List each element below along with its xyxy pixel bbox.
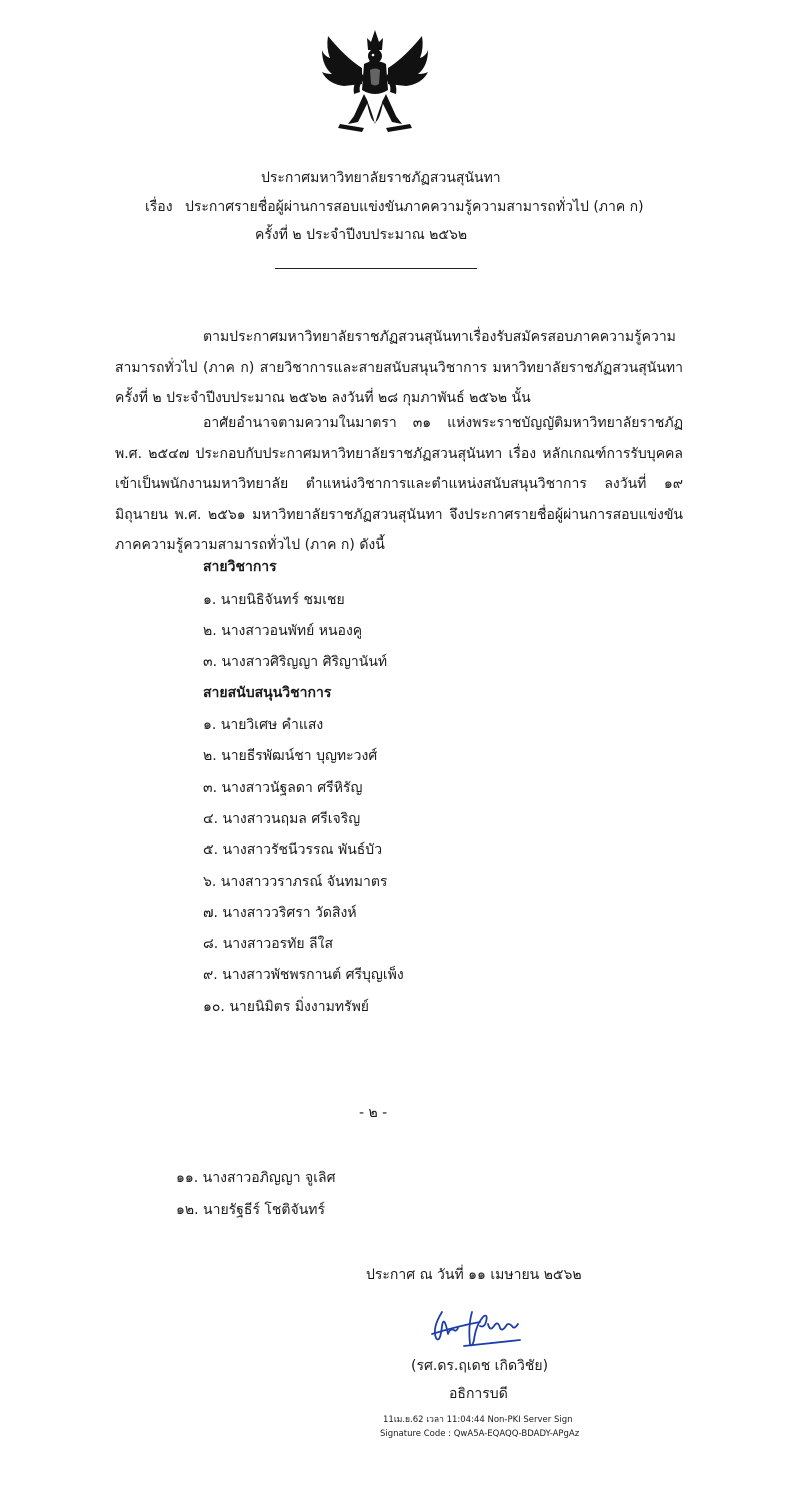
list-item: ๔. นางสาวนฤมล ศรีเจริญ — [203, 811, 361, 827]
list-item: ๑๑. นางสาวอภิญญา จูเลิศ — [176, 1170, 336, 1186]
list-item: ๗. นางสาววริศรา วัดสิงห์ — [203, 905, 357, 921]
fiscal-year-line: ครั้งที่ ๒ ประจำปีงบประมาณ ๒๕๖๒ — [255, 227, 468, 243]
support-section-title: สายสนับสนุนวิชาการ — [203, 685, 332, 701]
page-number: - ๒ - — [359, 1105, 388, 1121]
signature-code: Signature Code : QwA5A-EQAQQ-BDADY-APgAz — [380, 1429, 580, 1439]
academic-section-title: สายวิชาการ — [203, 559, 277, 575]
paragraph-1-text: ตามประกาศมหาวิทยาลัยราชภัฏสวนสุนันทาเรื่องรับสมัครสอบภาคความรู้ความสามารถทั่วไป (ภาค ก) สายวิชาการและสายสนับสนุนวิชาการ มหาวิทยาลัยราชภัฏสวนสุนันทา ครั้งที่ ๒ ประจำปีงบประมาณ ๒๕๖๒ ลงวันที่ ๒๘ กุมภาพันธ์ ๒๕๖๒ นั้น — [115, 329, 683, 406]
signatory-name: (รศ.ดร.ฤเดช เกิดวิชัย) — [411, 1358, 549, 1374]
paragraph-1 — [115, 322, 683, 414]
list-item: ๓. นางสาวนัฐลดา ศรีหิรัญ — [203, 780, 363, 796]
header-divider — [275, 268, 477, 269]
list-item: ๖. นางสาววราภรณ์ จันทมาตร — [203, 874, 388, 890]
paragraph-2-text: อาศัยอำนาจตามความในมาตรา ๓๑ แห่งพระราชบัญญัติมหาวิทยาลัยราชภัฏ พ.ศ. ๒๕๔๗ ประกอบกับประกาศมหาวิทยาลัยราชภัฏสวนสุนันทา เรื่อง หลักเกณฑ์การรับบุคคลเข้าเป็นพนักงานมหาวิทยาลัย ตำแหน่งวิชาการและตำแหน่งสนับสนุนวิชาการ ลงวันที่ ๑๙ มิถุนายน พ.ศ. ๒๕๖๑ มหาวิทยาลัยราชภัฏสวนสุนันทา จึงประกาศรายชื่อผู้ผ่านการสอบแข่งขันภาคความรู้ความสามารถทั่วไป (ภาค ก) ดังนี้ — [115, 415, 683, 553]
list-item: ๒. นางสาวอนพัทย์ หนองคู — [203, 623, 363, 639]
subject-label: เรื่อง — [145, 199, 173, 215]
signature-icon — [428, 1304, 528, 1350]
garuda-emblem-icon — [318, 28, 432, 148]
subject-title: ประกาศรายชื่อผู้ผ่านการสอบแข่งขันภาคความรู้ความสามารถทั่วไป (ภาค ก) — [185, 199, 644, 215]
list-item: ๓. นางสาวศิริญญา ศิริญานันท์ — [203, 654, 388, 670]
signatory-position: อธิการบดี — [449, 1386, 508, 1402]
announcement-date: ประกาศ ณ วันที่ ๑๑ เมษายน ๒๕๖๒ — [366, 1267, 582, 1283]
paragraph-2 — [115, 408, 683, 561]
list-item: ๕. นางสาวรัชนีวรรณ พันธ์บัว — [203, 842, 383, 858]
announcement-header: ประกาศมหาวิทยาลัยราชภัฏสวนสุนันทา — [261, 170, 501, 186]
list-item: ๑๒. นายรัฐธีร์ โชติจันทร์ — [176, 1202, 326, 1218]
list-item: ๑๐. นายนิมิตร มิ่งงามทรัพย์ — [203, 999, 369, 1015]
sign-timestamp: 11เม.ย.62 เวลา 11:04:44 Non-PKI Server Sign — [383, 1415, 573, 1425]
list-item: ๒. นายธีรพัฒน์ชา บุญทะวงศ์ — [203, 748, 378, 764]
list-item: ๑. นายนิธิจันทร์ ชมเชย — [203, 592, 345, 608]
list-item: ๘. นางสาวอรทัย ลีใส — [203, 936, 334, 952]
list-item: ๑. นายวิเศษ คำแสง — [203, 717, 324, 733]
list-item: ๙. นางสาวพัชพรกานต์ ศรีบุญเพ็ง — [203, 967, 404, 983]
